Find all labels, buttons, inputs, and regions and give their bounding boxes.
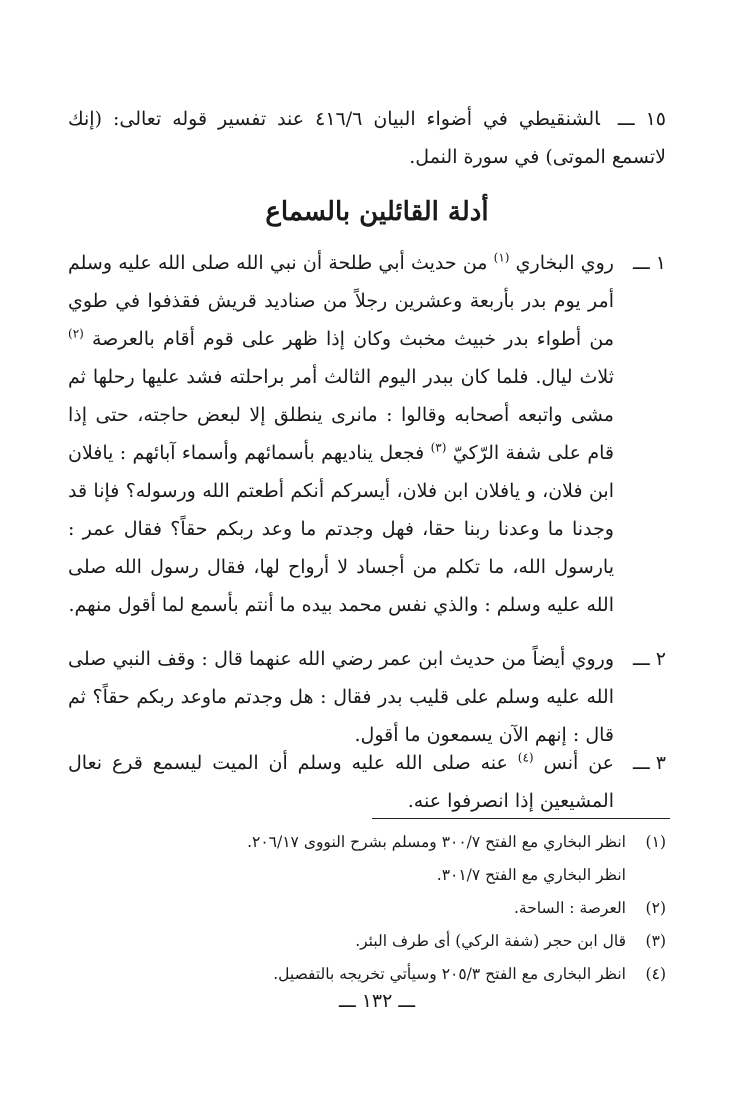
footnote-item — [68, 892, 666, 925]
footnote-item — [68, 859, 666, 892]
footnote-ref: (٤) — [517, 750, 534, 765]
section-heading: أدلة القائلين بالسماع — [265, 197, 489, 227]
hadith-text-part: ثلاث ليال. فلما كان ببدر اليوم الثالث أمر براحلته فشد عليها رحلها ثم مشى واتبعه أصحابه وقالوا : مانرى ينطلق إلا لبعض حاجته، حتى إذا قام على شفة الرّكيّ — [68, 366, 614, 464]
footnotes — [68, 826, 666, 991]
intro-text: الشنقيطي في أضواء البيان ٤١٦/٦ عند تفسير قوله تعالى: (إنك لاتسمع الموتى) في سورة النمل. — [68, 108, 666, 168]
intro-number: ١٥ ـــ — [617, 108, 666, 130]
footnote-text: انظر البخاري مع الفتح ٣٠٠/٧ ومسلم بشرح النووى ٢٠٦/١٧. — [247, 833, 626, 851]
footnote-divider — [372, 818, 670, 819]
footnote-ref: (٣) — [430, 440, 447, 455]
hadith-3 — [68, 744, 666, 820]
footnote-text: انظر البخارى مع الفتح ٢٠٥/٣ وسيأتي تخريجه بالتفصيل. — [273, 965, 626, 983]
hadith-text-part: فجعل يناديهم بأسمائهم وأسماء آبائهم : يافلان ابن فلان، و يافلان ابن فلان، أيسركم أنكم أطعتم الله ورسوله؟ فإنا قد وجدنا ما وعدنا ربنا حقا، فهل وجدتم ما وعد ربكم حقاً؟ فقال عمر : يارسول الله، ما تكلم من أجساد لا أرواح لها، فقال رسول الله صلى الله عليه وسلم : والذي نفس محمد بيده ما أنتم بأسمع لما أقول منهم. — [68, 442, 614, 616]
footnote-text: قال ابن حجر (شفة الركي) أى طرف البئر. — [355, 932, 626, 950]
footnote-item — [68, 826, 666, 859]
footnote-number: (٢) — [645, 899, 666, 917]
hadith-number: ٢ ـــ — [633, 648, 666, 670]
footnote-number: (٤) — [645, 965, 666, 983]
hadith-1 — [68, 244, 666, 624]
hadith-text: وروي أيضاً من حديث ابن عمر رضي الله عنهما قال : وقف النبي صلى الله عليه وسلم على قليب بدر فقال : هل وجدتم ماوعد ربكم حقاً؟ ثم قال : إنهم الآن يسمعون ما أقول. — [68, 648, 614, 746]
footnote-item — [68, 925, 666, 958]
hadith-2 — [68, 640, 666, 754]
footnote-item — [68, 958, 666, 991]
footnote-ref: (١) — [493, 250, 510, 265]
footnote-number: (٣) — [645, 932, 666, 950]
footnote-ref: (٢) — [68, 326, 84, 341]
hadith-text — [68, 244, 614, 624]
hadith-text-part: من حديث أبي طلحة أن نبي الله صلى الله عليه وسلم أمر يوم بدر بأربعة وعشرين رجلاً من صناديد قريش فقذفوا في طوي من أطواء بدر خبيث مخبث وكان إذا ظهر على قوم أقام بالعرصة — [68, 252, 614, 350]
hadith-text-part: عنه صلى الله عليه وسلم أن الميت ليسمع قرع نعال المشيعين إذا انصرفوا عنه. — [68, 752, 614, 812]
footnote-text: انظر البخاري مع الفتح ٣٠١/٧. — [436, 866, 626, 884]
hadith-number: ٣ ـــ — [633, 752, 666, 774]
page-number: ـــ ١٣٢ ـــ — [338, 990, 416, 1012]
hadith-text-part: روي البخاري — [515, 252, 614, 274]
hadith-number: ١ ـــ — [633, 252, 666, 274]
hadith-text — [68, 744, 614, 820]
footnote-number: (١) — [645, 833, 666, 851]
hadith-text-part: عن أنس — [543, 752, 614, 774]
intro-reference — [68, 100, 666, 176]
footnote-text: العرصة : الساحة. — [513, 899, 626, 917]
